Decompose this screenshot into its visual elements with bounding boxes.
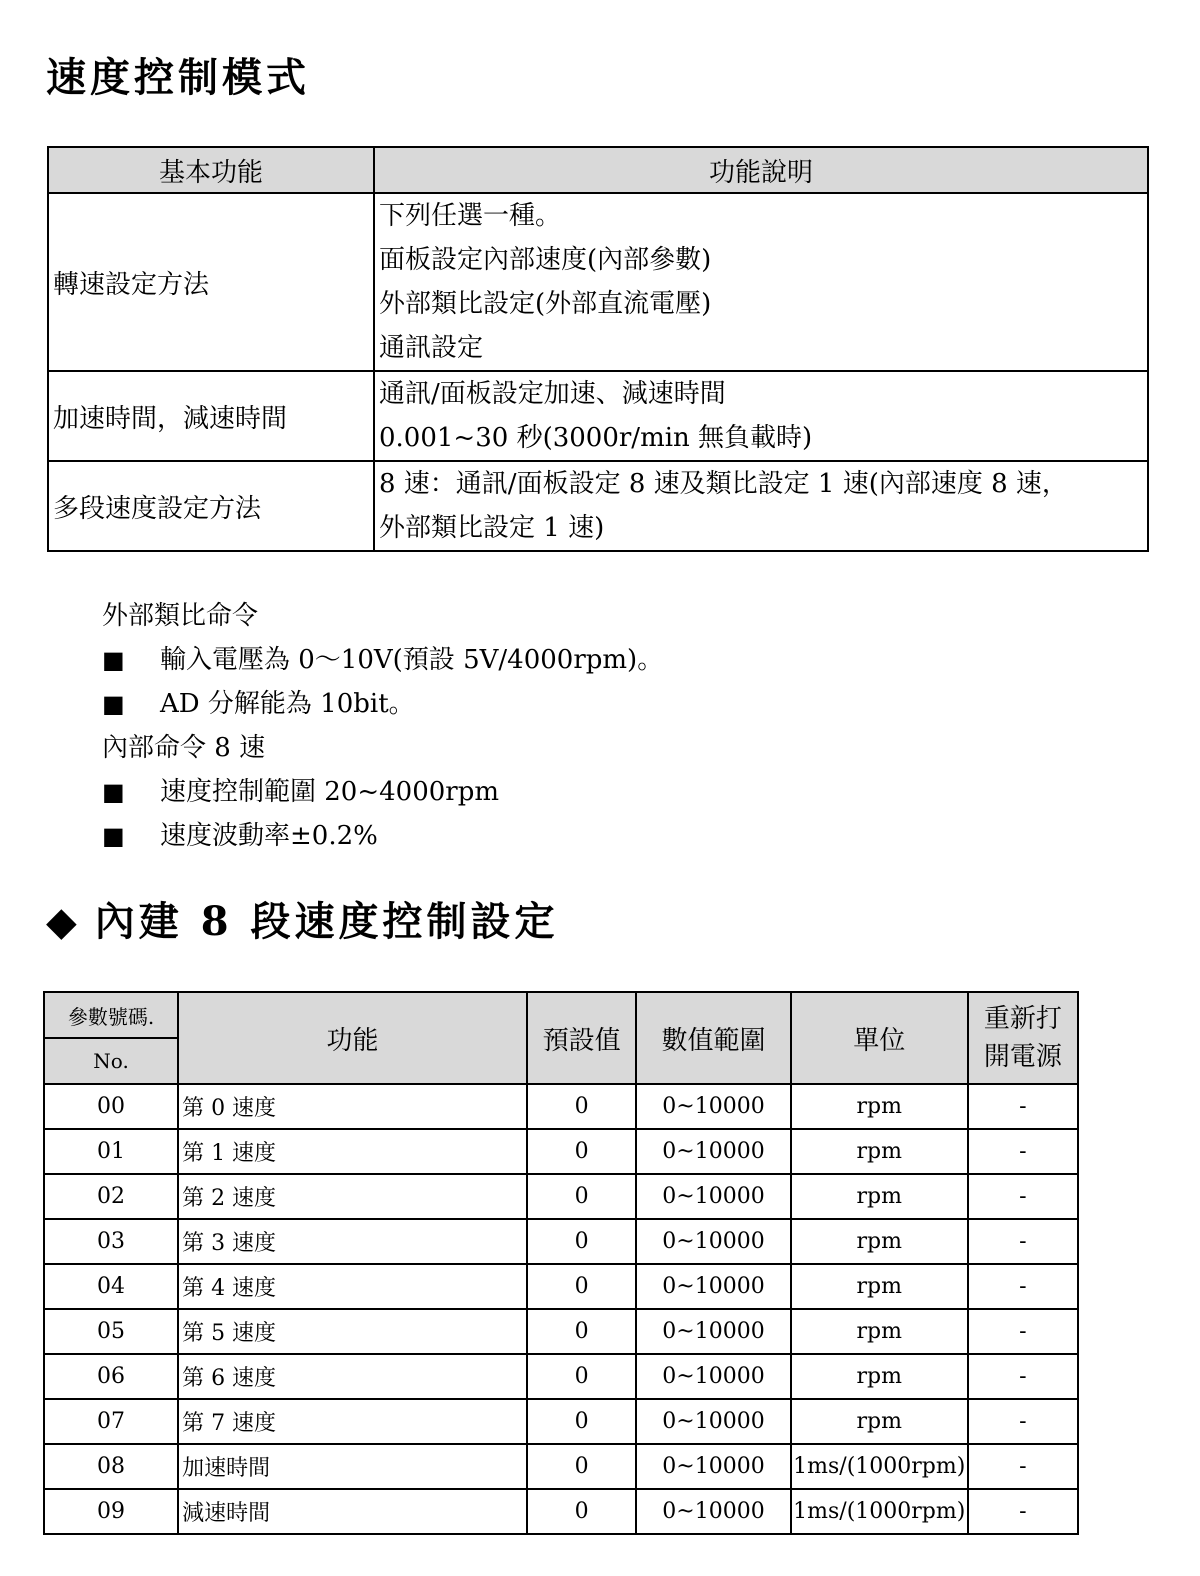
param-unit: rpm bbox=[791, 1219, 968, 1264]
header-restart-line: 重新打 bbox=[983, 1004, 1062, 1034]
param-unit: rpm bbox=[791, 1264, 968, 1309]
param-range: 0~10000 bbox=[636, 1264, 791, 1309]
param-unit: 1ms/(1000rpm) bbox=[791, 1444, 968, 1489]
description-line: 通訊/面板設定加速、減速時間 bbox=[379, 379, 726, 409]
param-unit: rpm bbox=[791, 1129, 968, 1174]
list-item-text: AD 分解能為 10bit。 bbox=[160, 689, 415, 719]
table-row bbox=[48, 371, 1148, 461]
param-no: 09 bbox=[44, 1489, 178, 1534]
param-function: 第 1 速度 bbox=[178, 1129, 527, 1174]
table-row bbox=[44, 1444, 1078, 1489]
row-description bbox=[374, 461, 1148, 551]
square-bullet-icon: ■ bbox=[102, 822, 125, 850]
description-line: 通訊設定 bbox=[379, 333, 484, 363]
basic-function-table bbox=[47, 146, 1149, 552]
param-restart: - bbox=[968, 1174, 1078, 1219]
header-function: 功能 bbox=[178, 992, 527, 1084]
param-restart: - bbox=[968, 1354, 1078, 1399]
header-no: No. bbox=[44, 1038, 178, 1084]
table-row bbox=[44, 1174, 1078, 1219]
table-row bbox=[44, 1129, 1078, 1174]
param-restart: - bbox=[968, 1219, 1078, 1264]
table-row bbox=[48, 193, 1148, 371]
command-notes bbox=[102, 594, 663, 858]
row-description bbox=[374, 193, 1148, 371]
header-function-description: 功能說明 bbox=[374, 147, 1148, 193]
list-item bbox=[102, 638, 663, 682]
description-line: 外部類比設定(外部直流電壓) bbox=[379, 289, 712, 319]
param-default: 0 bbox=[527, 1264, 636, 1309]
param-function: 第 3 速度 bbox=[178, 1219, 527, 1264]
param-function: 第 4 速度 bbox=[178, 1264, 527, 1309]
param-function: 第 0 速度 bbox=[178, 1084, 527, 1129]
table-row bbox=[44, 1309, 1078, 1354]
description-line: 0.001~30 秒(3000r/min 無負載時) bbox=[379, 423, 813, 453]
header-restart bbox=[968, 992, 1078, 1084]
table-row bbox=[44, 1489, 1078, 1534]
param-range: 0~10000 bbox=[636, 1219, 791, 1264]
param-no: 05 bbox=[44, 1309, 178, 1354]
param-unit: 1ms/(1000rpm) bbox=[791, 1489, 968, 1534]
param-default: 0 bbox=[527, 1219, 636, 1264]
param-restart: - bbox=[968, 1129, 1078, 1174]
param-default: 0 bbox=[527, 1309, 636, 1354]
header-param-number: 參數號碼. bbox=[44, 992, 178, 1038]
param-function: 加速時間 bbox=[178, 1444, 527, 1489]
header-restart-line: 開電源 bbox=[983, 1042, 1062, 1072]
header-unit: 單位 bbox=[791, 992, 968, 1084]
param-default: 0 bbox=[527, 1489, 636, 1534]
table-header-row bbox=[44, 992, 1078, 1038]
param-unit: rpm bbox=[791, 1084, 968, 1129]
list-item bbox=[102, 814, 663, 858]
param-range: 0~10000 bbox=[636, 1129, 791, 1174]
param-restart: - bbox=[968, 1489, 1078, 1534]
table-row bbox=[44, 1084, 1078, 1129]
param-default: 0 bbox=[527, 1084, 636, 1129]
param-restart: - bbox=[968, 1264, 1078, 1309]
param-unit: rpm bbox=[791, 1354, 968, 1399]
table-row bbox=[44, 1354, 1078, 1399]
list-item-text: 速度控制範圍 20~4000rpm bbox=[160, 777, 500, 807]
param-function: 第 6 速度 bbox=[178, 1354, 527, 1399]
param-unit: rpm bbox=[791, 1174, 968, 1219]
param-range: 0~10000 bbox=[636, 1444, 791, 1489]
section-title-text: 內建 8 段速度控制設定 bbox=[94, 898, 559, 945]
external-command-heading: 外部類比命令 bbox=[102, 601, 259, 631]
table-row bbox=[48, 461, 1148, 551]
param-default: 0 bbox=[527, 1444, 636, 1489]
table-row bbox=[44, 1219, 1078, 1264]
section-title-8-speed-setting bbox=[46, 896, 558, 948]
row-label: 加速時間，減速時間 bbox=[48, 371, 374, 461]
list-item bbox=[102, 682, 663, 726]
speed-parameter-rows bbox=[44, 1084, 1078, 1534]
row-label: 多段速度設定方法 bbox=[48, 461, 374, 551]
description-line: 下列任選一種。 bbox=[379, 201, 562, 231]
row-label: 轉速設定方法 bbox=[48, 193, 374, 371]
list-item-text: 輸入電壓為 0～10V(預設 5V/4000rpm)。 bbox=[160, 645, 664, 675]
internal-command-heading: 內部命令 8 速 bbox=[102, 733, 266, 763]
description-line: 外部類比設定 1 速) bbox=[379, 513, 605, 543]
square-bullet-icon: ■ bbox=[102, 778, 125, 806]
param-restart: - bbox=[968, 1399, 1078, 1444]
description-line: 面板設定內部速度(內部參數) bbox=[379, 245, 712, 275]
diamond-bullet-icon: ◆ bbox=[46, 898, 81, 945]
square-bullet-icon: ■ bbox=[102, 690, 125, 718]
speed-parameter-table bbox=[43, 991, 1079, 1535]
param-default: 0 bbox=[527, 1129, 636, 1174]
param-no: 08 bbox=[44, 1444, 178, 1489]
param-restart: - bbox=[968, 1084, 1078, 1129]
param-range: 0~10000 bbox=[636, 1174, 791, 1219]
table-header-row bbox=[48, 147, 1148, 193]
param-no: 00 bbox=[44, 1084, 178, 1129]
param-range: 0~10000 bbox=[636, 1489, 791, 1534]
table-row bbox=[44, 1399, 1078, 1444]
header-basic-function: 基本功能 bbox=[48, 147, 374, 193]
param-default: 0 bbox=[527, 1354, 636, 1399]
param-restart: - bbox=[968, 1309, 1078, 1354]
param-range: 0~10000 bbox=[636, 1309, 791, 1354]
header-default: 預設值 bbox=[527, 992, 636, 1084]
param-unit: rpm bbox=[791, 1309, 968, 1354]
table-row bbox=[44, 1264, 1078, 1309]
list-item bbox=[102, 770, 663, 814]
param-restart: - bbox=[968, 1444, 1078, 1489]
param-function: 第 2 速度 bbox=[178, 1174, 527, 1219]
param-no: 07 bbox=[44, 1399, 178, 1444]
row-description bbox=[374, 371, 1148, 461]
param-range: 0~10000 bbox=[636, 1399, 791, 1444]
param-no: 01 bbox=[44, 1129, 178, 1174]
param-no: 04 bbox=[44, 1264, 178, 1309]
param-unit: rpm bbox=[791, 1399, 968, 1444]
param-function: 第 5 速度 bbox=[178, 1309, 527, 1354]
header-range: 數值範圍 bbox=[636, 992, 791, 1084]
param-function: 第 7 速度 bbox=[178, 1399, 527, 1444]
param-no: 06 bbox=[44, 1354, 178, 1399]
param-range: 0~10000 bbox=[636, 1084, 791, 1129]
param-function: 減速時間 bbox=[178, 1489, 527, 1534]
list-item-text: 速度波動率±0.2% bbox=[160, 821, 378, 851]
param-default: 0 bbox=[527, 1399, 636, 1444]
square-bullet-icon: ■ bbox=[102, 646, 125, 674]
param-no: 03 bbox=[44, 1219, 178, 1264]
param-default: 0 bbox=[527, 1174, 636, 1219]
description-line: 8 速：通訊/面板設定 8 速及類比設定 1 速(內部速度 8 速， bbox=[379, 469, 1068, 499]
param-no: 02 bbox=[44, 1174, 178, 1219]
param-range: 0~10000 bbox=[636, 1354, 791, 1399]
section-title-speed-control-mode: 速度控制模式 bbox=[46, 54, 310, 101]
